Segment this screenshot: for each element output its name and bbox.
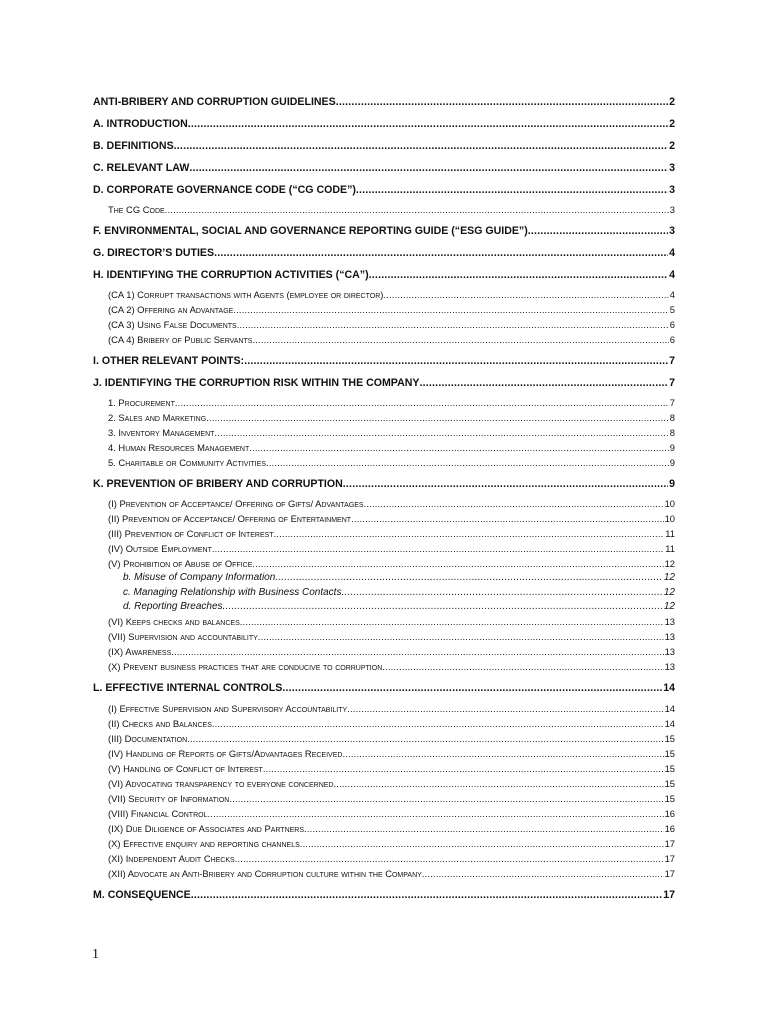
toc-entry-level-1[interactable] — [93, 161, 675, 176]
toc-entry-page-number: 16 — [664, 822, 675, 834]
toc-entry-level-2[interactable] — [93, 556, 675, 571]
toc-entry-level-2[interactable] — [93, 716, 675, 731]
toc-entry-page-number: 5 — [669, 304, 675, 316]
toc-entry-title: (VI) Keeps checks and balances — [108, 616, 240, 628]
toc-entry-title: D. CORPORATE GOVERNANCE CODE (“CG CODE”) — [93, 183, 356, 196]
toc-dot-leader — [206, 410, 669, 425]
toc-entry-title: H. IDENTIFYING THE CORRUPTION ACTIVITIES (“CA”) — [93, 268, 369, 281]
toc-entry-page-number: 2 — [669, 117, 675, 130]
toc-entry-page-number: 12 — [663, 601, 675, 613]
toc-entry-page-number: 10 — [664, 513, 675, 525]
toc-entry-level-2[interactable] — [93, 701, 675, 716]
toc-entry-level-3[interactable] — [93, 600, 675, 614]
toc-entry-level-2[interactable] — [93, 629, 675, 644]
toc-dot-leader — [356, 183, 668, 198]
toc-entry-level-2[interactable] — [93, 776, 675, 791]
toc-entry-level-2[interactable] — [93, 851, 675, 866]
toc-dot-leader — [263, 761, 664, 776]
toc-dot-leader — [229, 791, 663, 806]
toc-entry-title: A. INTRODUCTION — [93, 117, 188, 130]
toc-entry-title: (CA 1) Corrupt transactions with Agents (employee or director) — [108, 289, 384, 301]
toc-dot-leader — [342, 746, 663, 761]
toc-dot-leader — [187, 731, 663, 746]
toc-entry-page-number: 17 — [664, 837, 675, 849]
toc-entry-title: (I) Effective Supervision and Supervisory Accountability — [108, 702, 348, 714]
toc-entry-page-number: 9 — [669, 457, 675, 469]
toc-dot-leader — [336, 95, 668, 110]
toc-dot-leader — [174, 139, 668, 154]
toc-entry-title: 4. Human Resources Management — [108, 442, 250, 454]
toc-entry-page-number: 14 — [664, 717, 675, 729]
toc-entry-level-2[interactable] — [93, 761, 675, 776]
toc-entry-level-2[interactable] — [93, 440, 675, 455]
toc-entry-level-1[interactable] — [93, 246, 675, 261]
toc-entry-title: C. RELEVANT LAW — [93, 161, 190, 174]
toc-entry-title: I. OTHER RELEVANT POINTS: — [93, 354, 245, 367]
toc-entry-title: 3. Inventory Management — [108, 427, 215, 439]
toc-dot-leader — [214, 246, 668, 261]
toc-entry-level-2[interactable] — [93, 821, 675, 836]
toc-entry-page-number: 7 — [669, 354, 675, 367]
toc-dot-leader — [383, 287, 668, 302]
toc-entry-level-1[interactable] — [93, 117, 675, 132]
toc-dot-leader — [258, 629, 664, 644]
toc-dot-leader — [223, 600, 663, 614]
toc-entry-page-number: 17 — [664, 852, 675, 864]
toc-entry-title: (II) Checks and Balances — [108, 717, 212, 729]
toc-entry-page-number: 3 — [669, 203, 675, 215]
toc-entry-title: b. Misuse of Company Information — [123, 572, 276, 584]
toc-entry-title: L. EFFECTIVE INTERNAL CONTROLS — [93, 682, 283, 695]
toc-entry-title: 2. Sales and Marketing — [108, 412, 207, 424]
toc-entry-page-number: 12 — [663, 572, 675, 584]
toc-entry-level-2[interactable] — [93, 866, 675, 881]
toc-entry-level-1[interactable] — [93, 376, 675, 391]
toc-dot-leader — [419, 376, 668, 391]
toc-entry-title: (IX) Due Diligence of Associates and Partners — [108, 822, 305, 834]
toc-entry-page-number: 11 — [665, 528, 675, 540]
toc-entry-title: (X) Effective enquiry and reporting channels — [108, 837, 300, 849]
toc-entry-page-number: 15 — [664, 732, 675, 744]
toc-entry-title: (III) Documentation — [108, 732, 188, 744]
toc-entry-level-2[interactable] — [93, 511, 675, 526]
toc-dot-leader — [171, 644, 663, 659]
toc-entry-level-2[interactable] — [93, 644, 675, 659]
toc-entry-level-2[interactable] — [93, 287, 675, 302]
toc-entry-level-3[interactable] — [93, 571, 675, 585]
toc-entry-page-number: 3 — [669, 224, 675, 237]
toc-entry-level-2[interactable] — [93, 395, 675, 410]
toc-dot-leader — [266, 455, 669, 470]
toc-entry-level-1[interactable] — [93, 95, 675, 110]
toc-dot-leader — [275, 571, 663, 585]
toc-dot-leader — [343, 477, 668, 492]
table-of-contents — [93, 95, 675, 903]
toc-entry-title: (X) Prevent business practices that are conducive to corruption — [108, 661, 383, 673]
toc-entry-level-1[interactable] — [93, 888, 675, 903]
toc-entry-page-number: 13 — [664, 661, 675, 673]
toc-entry-title: (VI) Advocating transparency to everyone concerned — [108, 777, 334, 789]
toc-entry-title: B. DEFINITIONS — [93, 139, 174, 152]
toc-entry-level-1[interactable] — [93, 354, 675, 369]
toc-dot-leader — [364, 496, 664, 511]
toc-entry-title: ANTI-BRIBERY AND CORRUPTION GUIDELINES — [93, 96, 336, 108]
toc-entry-page-number: 9 — [669, 478, 675, 491]
toc-entry-page-number: 4 — [669, 289, 675, 301]
toc-entry-level-2[interactable] — [93, 746, 675, 761]
toc-entry-level-3[interactable] — [93, 586, 675, 600]
toc-dot-leader — [333, 776, 663, 791]
toc-dot-leader — [244, 354, 668, 369]
toc-dot-leader — [240, 614, 664, 629]
toc-dot-leader — [282, 681, 662, 696]
toc-dot-leader — [347, 701, 663, 716]
toc-dot-leader — [351, 511, 664, 526]
toc-entry-title: 1. Procurement — [108, 397, 175, 409]
toc-entry-page-number: 6 — [669, 319, 675, 331]
toc-entry-level-1[interactable] — [93, 268, 675, 283]
toc-entry-level-1[interactable] — [93, 681, 675, 696]
toc-dot-leader — [212, 541, 664, 556]
toc-dot-leader — [175, 395, 669, 410]
toc-entry-level-1[interactable] — [93, 139, 675, 154]
toc-entry-page-number: 8 — [669, 427, 675, 439]
toc-entry-page-number: 15 — [664, 777, 675, 789]
toc-entry-title: M. CONSEQUENCE — [93, 888, 191, 901]
toc-entry-level-2[interactable] — [93, 659, 675, 674]
toc-entry-page-number: 13 — [664, 616, 675, 628]
toc-entry-page-number: 8 — [669, 412, 675, 424]
toc-entry-title: (VIII) Financial Control — [108, 807, 208, 819]
toc-entry-page-number: 7 — [669, 376, 675, 389]
toc-dot-leader — [235, 851, 664, 866]
toc-dot-leader — [341, 586, 662, 600]
toc-entry-title: (V) Handling of Conflict of Interest — [108, 762, 263, 774]
toc-entry-page-number: 2 — [669, 96, 675, 108]
toc-entry-title: (CA 4) Bribery of Public Servants — [108, 334, 253, 346]
toc-entry-level-2[interactable] — [93, 455, 675, 470]
toc-entry-page-number: 13 — [664, 646, 675, 658]
toc-dot-leader — [382, 659, 663, 674]
toc-entry-level-1[interactable] — [93, 224, 675, 239]
toc-entry-level-2[interactable] — [93, 302, 675, 317]
toc-entry-level-2[interactable] — [93, 541, 675, 556]
toc-entry-level-2[interactable] — [93, 614, 675, 629]
toc-entry-level-2[interactable] — [93, 410, 675, 425]
toc-entry-title: (CA 3) Using False Documents — [108, 319, 237, 331]
toc-entry-page-number: 12 — [663, 586, 675, 598]
toc-entry-level-2[interactable] — [93, 202, 675, 217]
toc-entry-level-2[interactable] — [93, 526, 675, 541]
toc-entry-title: c. Managing Relationship with Business Contacts — [123, 586, 342, 598]
toc-entry-title: J. IDENTIFYING THE CORRUPTION RISK WITHIN THE COMPANY — [93, 376, 420, 389]
toc-entry-level-2[interactable] — [93, 836, 675, 851]
toc-dot-leader — [300, 836, 664, 851]
toc-entry-page-number: 11 — [665, 543, 675, 555]
toc-entry-title: K. PREVENTION OF BRIBERY AND CORRUPTION — [93, 478, 343, 491]
toc-entry-page-number: 6 — [669, 334, 675, 346]
toc-entry-title: (IV) Outside Employment — [108, 543, 212, 555]
toc-entry-title: (IX) Awareness — [108, 646, 172, 658]
toc-dot-leader — [252, 332, 668, 347]
toc-dot-leader — [369, 268, 668, 283]
toc-entry-page-number: 4 — [669, 268, 675, 281]
toc-entry-level-1[interactable] — [93, 477, 675, 492]
toc-dot-leader — [304, 821, 664, 836]
toc-entry-page-number: 15 — [664, 747, 675, 759]
toc-entry-title: (XII) Advocate an Anti-Bribery and Corruption culture within the Company — [108, 867, 422, 879]
toc-dot-leader — [237, 317, 669, 332]
toc-entry-level-2[interactable] — [93, 731, 675, 746]
toc-entry-title: (I) Prevention of Acceptance/ Offering of Gifts/ Advantages — [108, 498, 364, 510]
toc-entry-page-number: 17 — [663, 888, 675, 901]
toc-dot-leader — [212, 716, 664, 731]
toc-entry-page-number: 4 — [669, 246, 675, 259]
toc-entry-page-number: 10 — [664, 498, 675, 510]
toc-entry-page-number: 15 — [664, 762, 675, 774]
toc-dot-leader — [191, 888, 662, 903]
toc-entry-level-2[interactable] — [93, 791, 675, 806]
toc-entry-page-number: 9 — [669, 442, 675, 454]
toc-entry-title: (III) Prevention of Conflict of Interest — [108, 528, 274, 540]
toc-dot-leader — [189, 161, 668, 176]
toc-entry-title: G. DIRECTOR’S DUTIES — [93, 246, 215, 259]
toc-entry-page-number: 13 — [664, 631, 675, 643]
toc-dot-leader — [274, 526, 665, 541]
toc-entry-title: The CG Code — [108, 203, 165, 215]
toc-entry-page-number: 16 — [664, 807, 675, 819]
toc-dot-leader — [252, 556, 663, 571]
toc-entry-title: (XI) Independent Audit Checks — [108, 852, 235, 864]
toc-entry-page-number: 12 — [664, 558, 675, 570]
toc-dot-leader — [188, 117, 668, 132]
toc-entry-level-2[interactable] — [93, 332, 675, 347]
toc-entry-page-number: 3 — [669, 183, 675, 196]
toc-dot-leader — [422, 866, 664, 881]
toc-dot-leader — [214, 425, 668, 440]
toc-dot-leader — [528, 224, 668, 239]
toc-entry-title: 5. Charitable or Community Activities — [108, 457, 266, 469]
toc-entry-page-number: 7 — [669, 397, 675, 409]
toc-entry-page-number: 14 — [663, 682, 675, 695]
toc-entry-level-2[interactable] — [93, 496, 675, 511]
toc-entry-page-number: 15 — [664, 792, 675, 804]
toc-entry-title: F. ENVIRONMENTAL, SOCIAL AND GOVERNANCE REPORTING GUIDE (“ESG GUIDE”) — [93, 224, 528, 237]
toc-entry-page-number: 3 — [669, 161, 675, 174]
toc-entry-level-2[interactable] — [93, 806, 675, 821]
toc-entry-level-2[interactable] — [93, 317, 675, 332]
toc-entry-page-number: 17 — [664, 867, 675, 879]
toc-entry-page-number: 14 — [664, 702, 675, 714]
toc-dot-leader — [207, 806, 663, 821]
toc-entry-title: (CA 2) Offering an Advantage — [108, 304, 234, 316]
page-number: 1 — [92, 947, 99, 962]
toc-entry-title: (VII) Security of Information — [108, 792, 230, 804]
toc-dot-leader — [165, 202, 669, 217]
toc-entry-title: (VII) Supervision and accountability — [108, 631, 258, 643]
toc-entry-title: (V) Prohibition of Abuse of Office — [108, 558, 253, 570]
toc-entry-level-1[interactable] — [93, 183, 675, 198]
toc-entry-title: d. Reporting Breaches — [123, 601, 223, 613]
toc-entry-level-2[interactable] — [93, 425, 675, 440]
toc-dot-leader — [249, 440, 669, 455]
toc-entry-title: (II) Prevention of Acceptance/ Offering of Entertainment — [108, 513, 352, 525]
toc-dot-leader — [233, 302, 668, 317]
toc-entry-page-number: 2 — [669, 139, 675, 152]
toc-entry-title: (IV) Handling of Reports of Gifts/Advantages Received — [108, 747, 343, 759]
